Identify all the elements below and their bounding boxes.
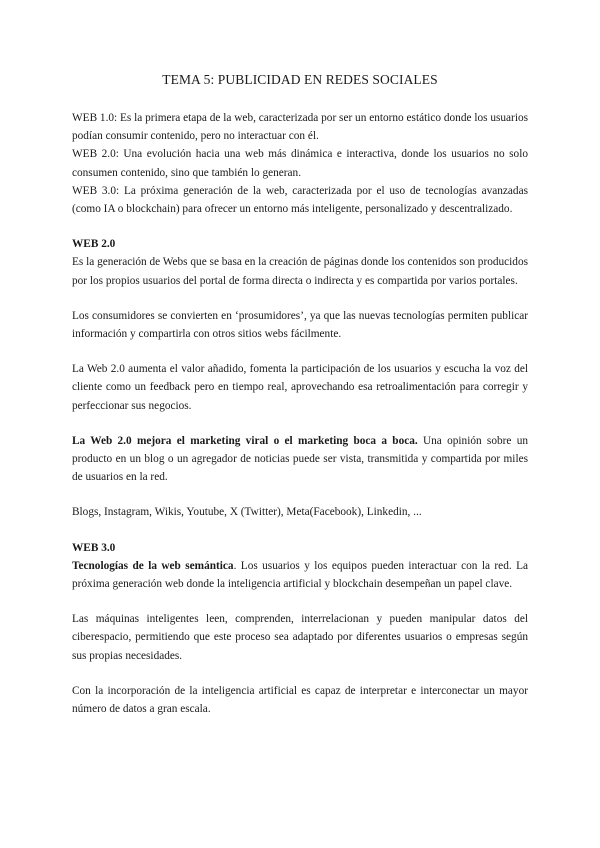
web3-paragraph-1-rest: . Los usuarios y los equipos pueden interactuar con la red. La próxima generación web donde la inteligencia artificial y blockchain desempeñan un papel clave. <box>72 559 528 591</box>
spacer <box>72 218 528 235</box>
web2-paragraph-2: Los consumidores se convierten en ‘prosumidores’, ya que las nuevas tecnologías permiten publicar información y compartirla con otros sitios webs fácilmente. <box>72 309 528 341</box>
spacer <box>72 593 528 610</box>
web2-paragraph-1: Es la generación de Webs que se basa en la creación de páginas donde los contenidos son producidos por los propios usuarios del portal de forma directa o indirecta y es compartida por varios portales. <box>72 256 528 287</box>
web3-paragraph-1-bold: Tecnologías de la web semántica <box>72 559 234 572</box>
web3-paragraph-3: Con la incorporación de la inteligencia artificial es capaz de interpretar e interconectar un mayor número de datos a gran escala. <box>72 684 528 716</box>
document-page <box>72 70 528 718</box>
web2-paragraph-4-rest: Una opinión sobre un producto en un blog o un agregador de noticias puede ser vista, transmitida y compartida por miles de usuarios en la red. <box>72 434 528 484</box>
web3-paragraph-2: Las máquinas inteligentes leen, comprenden, interrelacionan y pueden manipular datos del ciberespacio, permitiendo que este proceso sea adaptado por diferentes usuarios o empresas según sus propias necesidades. <box>72 613 528 662</box>
web3-heading: WEB 3.0 <box>72 541 116 554</box>
spacer <box>72 290 528 307</box>
intro-web2: WEB 2.0: Una evolución hacia una web más dinámica e interactiva, donde los usuarios no solo consumen contenido, sino que también lo generan. <box>72 148 528 179</box>
web2-paragraph-4-bold: La Web 2.0 mejora el marketing viral o el marketing boca a boca. <box>72 434 418 447</box>
intro-web3: WEB 3.0: La próxima generación de la web, caracterizada por el uso de tecnologías avanzadas (como IA o blockchain) para ofrecer un entorno más inteligente, personalizado y descentralizado. <box>72 184 528 216</box>
web2-paragraph-5: Blogs, Instagram, Wikis, Youtube, X (Twitter), Meta(Facebook), Linkedin, ... <box>72 506 422 519</box>
web2-heading: WEB 2.0 <box>72 238 116 251</box>
web2-paragraph-3: La Web 2.0 aumenta el valor añadido, fomenta la participación de los usuarios y escucha la voz del cliente como un feedback pero en tiempo real, aprovechando esa retroalimentación para corregir y perfeccionar sus negocios. <box>72 363 528 412</box>
spacer <box>72 665 528 682</box>
page-title: TEMA 5: PUBLICIDAD EN REDES SOCIALES <box>162 72 438 87</box>
spacer <box>72 486 528 503</box>
spacer <box>72 522 528 539</box>
web2-paragraph-4 <box>72 432 528 487</box>
spacer <box>72 343 528 360</box>
web3-paragraph-1 <box>72 557 528 593</box>
intro-web1: WEB 1.0: Es la primera etapa de la web, caracterizada por ser un entorno estático donde los usuarios podían consumir contenido, pero no interactuar con él. <box>72 112 528 143</box>
spacer <box>72 415 528 432</box>
